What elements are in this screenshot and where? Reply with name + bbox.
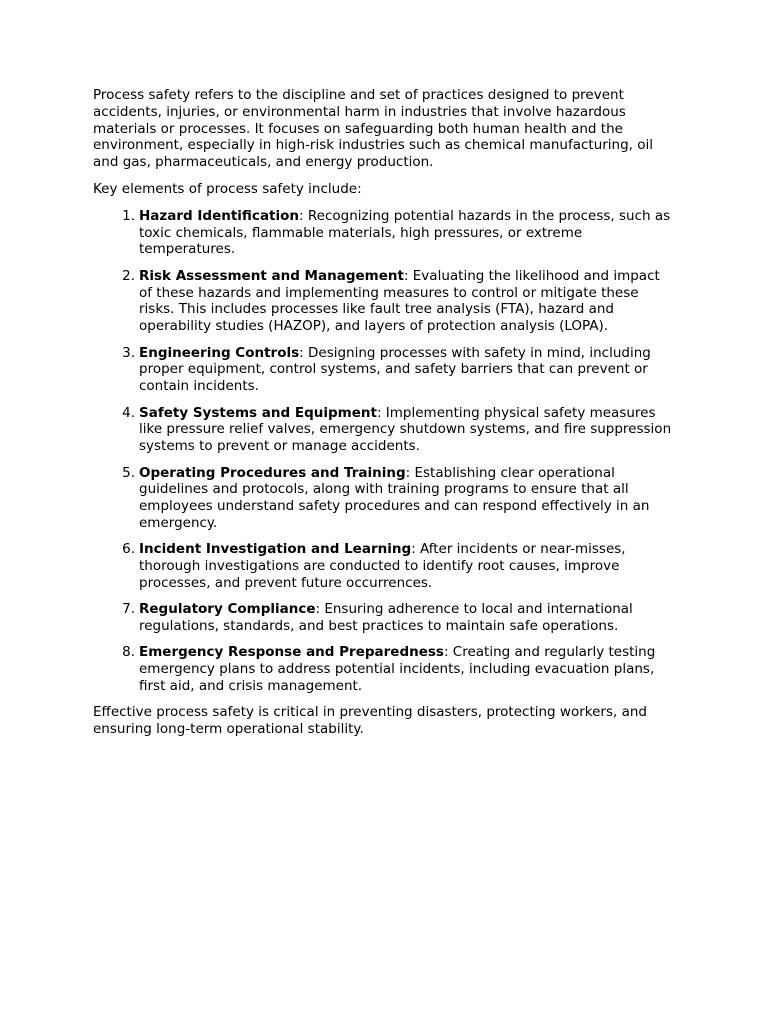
list-item-number: 7.	[122, 601, 135, 618]
list-item-term: Safety Systems and Equipment	[139, 404, 377, 421]
list-item	[122, 344, 674, 395]
list-item-text: : Establishing clear operational guidelines and protocols, along with training programs to ensure that all employees understand safety procedures and can respond effectively in an emergency.	[139, 464, 650, 531]
list-item-number: 2.	[122, 267, 135, 284]
list-item-number: 3.	[122, 344, 135, 361]
list-item-number: 8.	[122, 644, 135, 661]
list-item-term: Risk Assessment and Management	[139, 267, 404, 284]
list-item	[122, 644, 674, 695]
list-item-text: : Designing processes with safety in mind, including proper equipment, control systems, and safety barriers that can prevent or contain incidents.	[139, 344, 651, 395]
list-item-text: : Ensuring adherence to local and international regulations, standards, and best practices to maintain safe operations.	[139, 601, 633, 635]
list-item-number: 5.	[122, 464, 135, 481]
list-item-term: Emergency Response and Preparedness	[139, 644, 444, 661]
list-item	[122, 404, 674, 455]
list-item-number: 6.	[122, 541, 135, 558]
list-item	[122, 541, 674, 591]
list-item-text: : After incidents or near-misses, thorough investigations are conducted to identify root causes, improve processes, and prevent future occurrences.	[139, 541, 626, 591]
list-item-term: Regulatory Compliance	[139, 601, 316, 618]
list-item-term: Hazard Identification	[139, 207, 300, 224]
list-item-text: : Evaluating the likelihood and impact of these hazards and implementing measures to control or mitigate these risks. This includes processes like fault tree analysis (FTA), hazard and operability studies (HAZOP), and layers of protection analysis (LOPA).	[139, 267, 660, 335]
conclusion-paragraph: Effective process safety is critical in preventing disasters, protecting workers, and ensuring long-term operational stability.	[93, 704, 647, 738]
list-item-number: 4.	[122, 404, 135, 421]
key-elements-heading: Key elements of process safety include:	[93, 180, 362, 197]
list-item-text: : Recognizing potential hazards in the process, such as toxic chemicals, flammable materials, high pressures, or extreme temperatures.	[139, 207, 671, 258]
list-item-term: Incident Investigation and Learning	[139, 541, 412, 558]
list-item	[122, 267, 674, 335]
list-item	[122, 207, 674, 258]
intro-paragraph: Process safety refers to the discipline and set of practices designed to prevent accidents, injuries, or environmental harm in industries that involve hazardous materials or processes. It focuses on safeguarding both human health and the environment, especially in high-risk industries such as chemical manufacturing, oil and gas, pharmaceuticals, and energy production.	[93, 87, 654, 171]
key-elements-list	[93, 208, 674, 695]
list-item-term: Operating Procedures and Training	[139, 464, 406, 481]
list-item	[122, 464, 674, 532]
list-item-text: : Creating and regularly testing emergency plans to address potential incidents, including evacuation plans, first aid, and crisis management.	[139, 644, 656, 695]
list-item-text: : Implementing physical safety measures like pressure relief valves, emergency shutdown systems, and fire suppression systems to prevent or manage accidents.	[139, 404, 672, 455]
list-item-number: 1.	[122, 207, 135, 224]
list-item-term: Engineering Controls	[139, 344, 300, 361]
list-item	[122, 601, 674, 635]
